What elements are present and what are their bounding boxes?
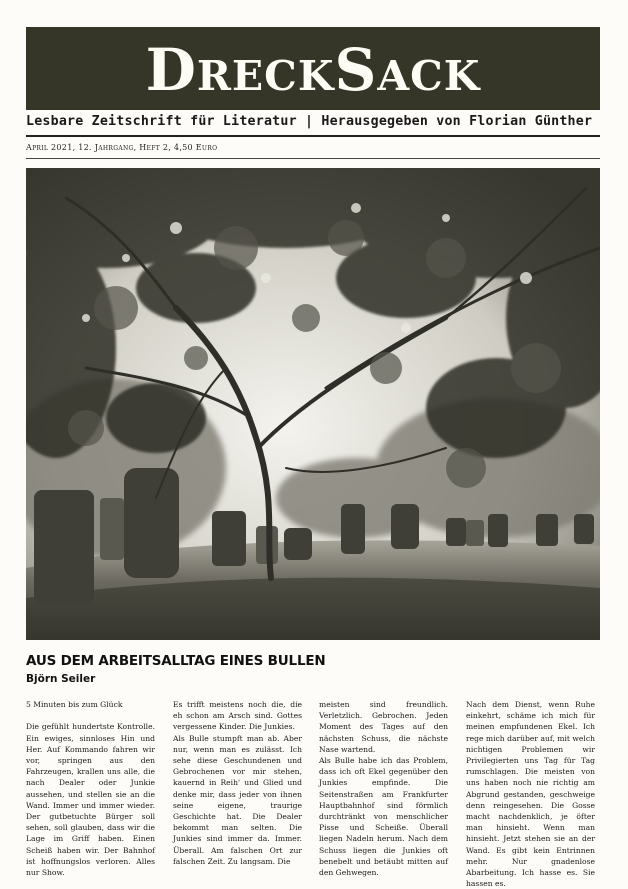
issue-line: April 2021, 12. Jahrgang, Heft 2, 4,50 Euro bbox=[26, 143, 218, 152]
divider-rule bbox=[26, 135, 600, 137]
divider-rule-thin bbox=[26, 158, 600, 159]
article-paragraph: Die gefühlt hundertste Kontrolle. Ein ewiges, sinnloses Hin und Her. Auf Kommando fahren wir vor, springen aus den Fahrzeugen, krallen uns alle, die nach Dealer oder Junkie aussehen, und stellen sie an die Wand. Immer und immer wieder. Der gutbetuchte Bürger soll sehen, soll glauben, dass wir die Lage im Griff haben. Einen Scheiß haben wir. Der Bahnhof ist hoffnungslos verloren. Alles nur Show. bbox=[26, 722, 155, 878]
article-column-4 bbox=[466, 699, 595, 889]
article-paragraph: Als Bulle stumpft man ab. Aber nur, wenn man es zulässt. Ich sehe diese Geschundenen und Gebrochenen vor mir stehen, kauernd in Reih' und Glied und denke mir, dass jeder von ihnen seine eigene, traurige Geschichte hat. Die Dealer bekommt man selten. Die Junkies sind immer da. Immer. Überall. Am falschen Ort zur falschen Zeit. Zu langsam. Die bbox=[173, 733, 302, 866]
article-paragraph: meisten sind freundlich. Verletzlich. Gebrochen. Jeden Moment des Tages auf den nächsten Schuss, die nächste Nase wartend. bbox=[319, 700, 448, 754]
article-column-3 bbox=[319, 699, 448, 878]
masthead-title: DreckSack bbox=[145, 35, 481, 104]
masthead-subtitle: Lesbare Zeitschrift für Literatur | Herausgegeben von Florian Günther bbox=[26, 114, 593, 129]
masthead bbox=[26, 27, 600, 110]
article-paragraph: Es trifft meistens noch die, die eh schon am Arsch sind. Gottes vergessene Kinder. Die Junkies. bbox=[173, 700, 302, 732]
article-headline: AUS DEM ARBEITSALLTAG EINES BULLEN bbox=[26, 653, 326, 669]
article-author: Björn Seiler bbox=[26, 673, 96, 685]
article-paragraph: Als Bulle habe ich das Problem, dass ich oft Ekel gegenüber den Junkies empfinde. Die Seitenstraßen am Frankfurter Hauptbahnhof sind förmlich durchtränkt von menschlicher Pisse und Scheiße. Überall liegen Nadeln herum. Nach dem Schuss liegen die Junkies oft benebelt und betäubt mitten auf den Gehwegen. bbox=[319, 756, 448, 878]
cemetery-photo bbox=[26, 168, 600, 640]
article-column-1 bbox=[26, 699, 155, 878]
article-lead: 5 Minuten bis zum Glück bbox=[26, 700, 123, 709]
article-paragraph: Nach dem Dienst, wenn Ruhe einkehrt, schäme ich mich für meinen empfundenen Ekel. Ich rege mich darüber auf, mit welch nichtigen Problemen wir Privilegierten uns Tag für Tag rumschlagen. Die meisten von uns haben noch nie richtig am Abgrund gestanden, geschweige denn reingesehen. Die Gosse macht nachdenklich, je öfter man hinsieht. Wenn man hinsieht. Jetzt stehen sie an der Wand. Es gibt kein Entrinnen mehr. Nur gnadenlose Abarbeitung. Ich hasse es. Sie hassen es. bbox=[466, 700, 595, 889]
article-column-2 bbox=[173, 699, 302, 867]
